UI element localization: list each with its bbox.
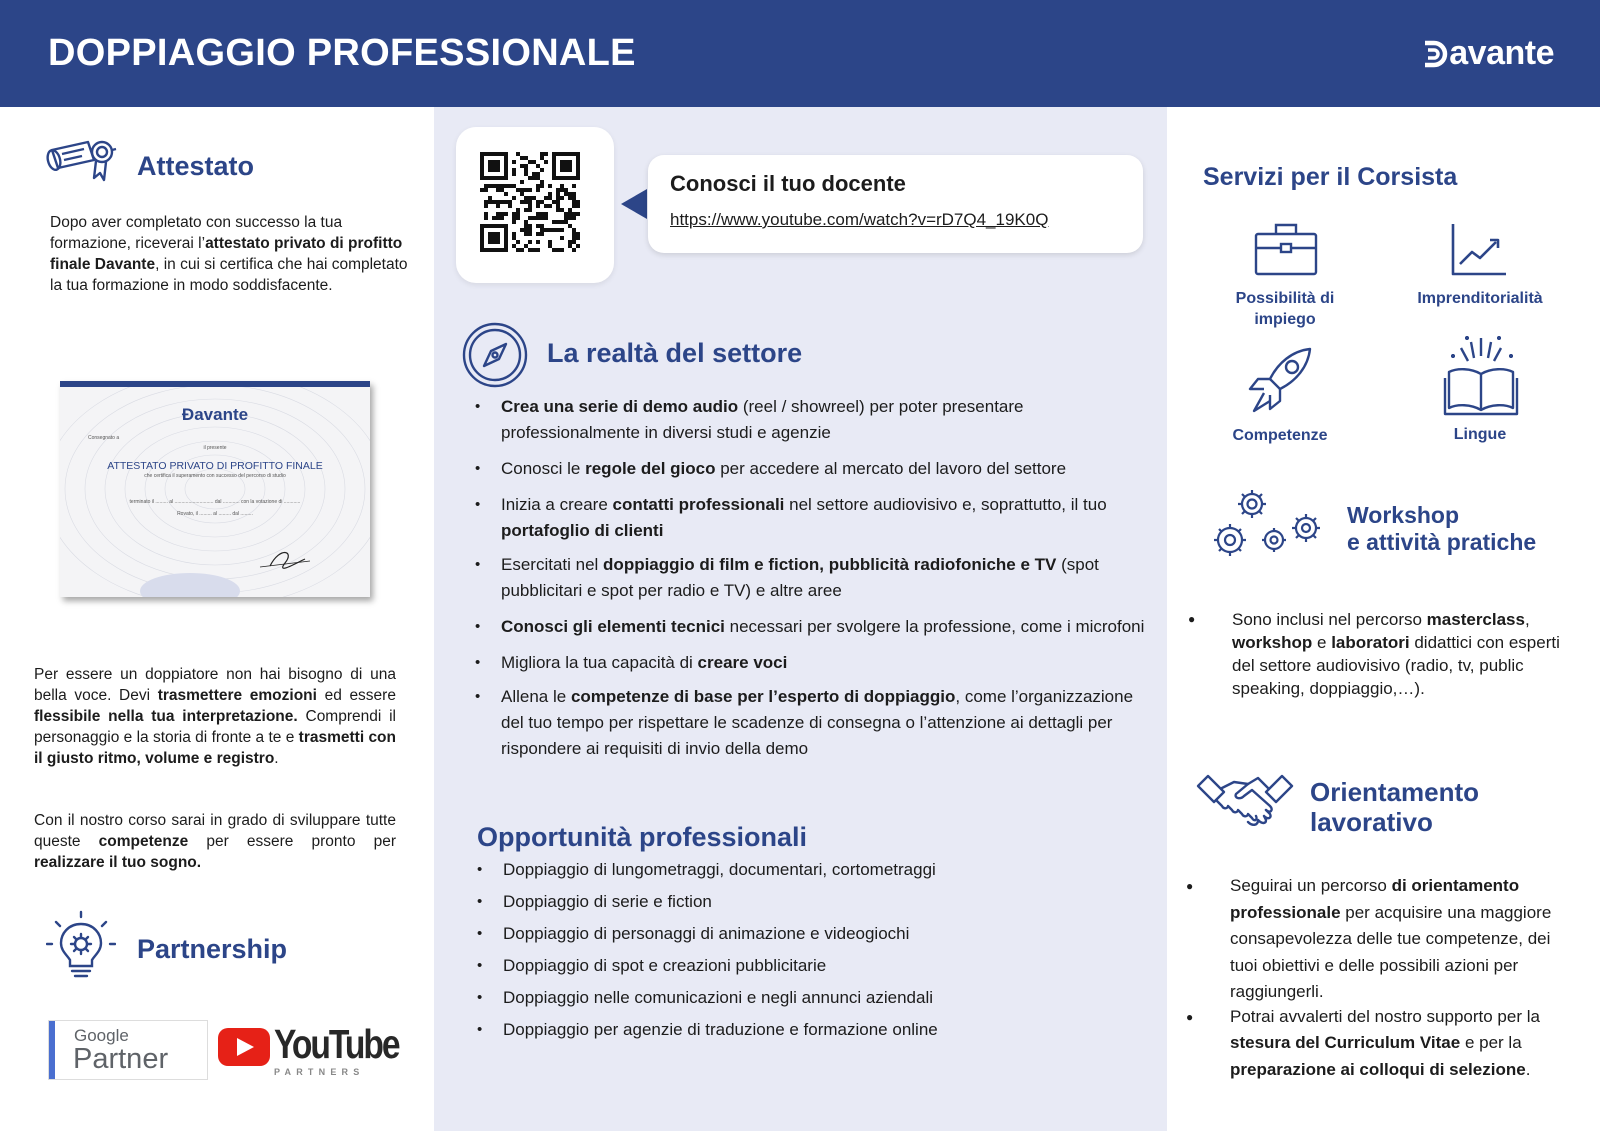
list-item: • Migliora la tua capacità di creare voci (475, 650, 1145, 676)
attestato-title: Attestato (137, 151, 255, 181)
services-title: Servizi per il Corsista (1203, 163, 1458, 191)
certificate-top-bar (60, 381, 370, 387)
header-bar (0, 0, 1600, 107)
reality-title: La realtà del settore (547, 338, 803, 368)
service-languages: Lingue (1453, 426, 1507, 443)
google-partner-bar (49, 1021, 55, 1079)
youtube-word: YouTube (274, 1021, 399, 1067)
opportunities-title: Opportunità professionali (477, 822, 808, 852)
list-item: ● Seguirai un percorso di orientamento professionale per acquisire una maggiore consapevolezza delle tue competenze, dei tuoi obiettivi e delle possibili azioni per raggiungerli. (1186, 873, 1561, 1006)
google-word: Google (74, 1026, 129, 1045)
service-employment: Possibilità di impiego (1235, 290, 1335, 328)
list-item: ● Potrai avvalerti del nostro supporto per la stesura del Curriculum Vitae e per la preparazione ai colloqui di selezione. (1186, 1004, 1561, 1084)
list-item: • Doppiaggio di serie e fiction (477, 892, 1137, 924)
certificate-logo: Ɖavante (181, 405, 249, 424)
certificate-line-3: che certifica il superamento con successo del percorso di studio (144, 473, 286, 479)
certificate-line-2: il presente (203, 445, 227, 451)
gears-icon (1210, 486, 1322, 562)
certificate-line-5: Rovato, il ......... al ......... dal ......... (177, 511, 253, 517)
certificate-line-4: terminato il ......... al ............................ dal ............ con la votazione di ............ (129, 499, 301, 505)
list-item: • Conosci gli elementi tecnici necessari per svolgere la professione, come i microfoni (475, 614, 1145, 640)
list-item: • Doppiaggio nelle comunicazioni e negli annunci aziendali (477, 988, 1137, 1020)
attestato-description: Dopo aver completato con successo la tua formazione, riceverai l’attestato privato di profitto finale Davante, in cui si certifica che hai completato la tua formazione in modo soddisfacente. (50, 214, 408, 294)
orientamento-title: Orientamento lavorativo (1310, 777, 1480, 837)
teacher-video-link[interactable]: https://www.youtube.com/watch?v=rD7Q4_19K0Q (670, 210, 1049, 229)
growth-chart-icon (1450, 222, 1508, 278)
davante-logo (1422, 34, 1554, 73)
pointer-arrow-icon (621, 189, 647, 219)
partnership-title: Partnership (137, 934, 288, 964)
brand-name: avante (1449, 34, 1554, 72)
compass-icon (462, 322, 528, 388)
qr-code-icon[interactable] (480, 152, 586, 252)
page-title: DOPPIAGGIO PROFESSIONALE (48, 32, 636, 74)
google-partner-badge (48, 1020, 208, 1080)
list-item: • Doppiaggio di lungometraggi, documentari, cortometraggi (477, 860, 1137, 892)
workshop-list (1188, 608, 1568, 700)
briefcase-icon (1254, 222, 1318, 276)
workshop-title: Workshop e attività pratiche (1347, 502, 1537, 555)
rocket-icon (1246, 345, 1316, 417)
list-item: • Doppiaggio di spot e creazioni pubblicitarie (477, 956, 1137, 988)
opportunities-list (477, 860, 1137, 1052)
davante-d-icon (1422, 39, 1448, 69)
teacher-title: Conosci il tuo docente (670, 171, 906, 196)
open-book-icon (1441, 334, 1521, 416)
certificate-title: ATTESTATO PRIVATO DI PROFITTO FINALE (107, 460, 323, 472)
certificate-preview (60, 381, 370, 597)
diploma-icon (44, 136, 120, 186)
youtube-play-icon (218, 1028, 270, 1066)
voice-paragraph: Per essere un doppiatore non hai bisogno di una bella voce. Devi trasmettere emozioni ed essere flessibile nella tua interpretazione. Comprendi il personaggio e la storia di fronte a te e trasmetti con il giusto ritmo, volume e registro. (34, 666, 396, 767)
youtube-partners-word: PARTNERS (274, 1067, 365, 1077)
course-paragraph: Con il nostro corso sarai in grado di sviluppare tutte queste competenze per essere pronto per realizzare il tuo sogno. (34, 812, 396, 871)
partner-word: Partner (73, 1043, 169, 1075)
certificate-line-1: Consegnato a (88, 435, 120, 441)
partner-logos (48, 1020, 399, 1082)
orientamento-list (1186, 873, 1561, 1083)
list-item: • Doppiaggio per agenzie di traduzione e formazione online (477, 1020, 1137, 1052)
list-item: • Esercitati nel doppiaggio di film e fiction, pubblicità radiofoniche e TV (spot pubblicitari e spot per radio e TV) e altre aree (475, 552, 1145, 604)
list-item: • Crea una serie di demo audio (reel / showreel) per poter presentare professionalmente in diversi studi e agenzie (475, 394, 1145, 446)
list-item: ● Sono inclusi nel percorso masterclass, workshop e laboratori didattici con esperti del settore audiovisivo (radio, tv, public speaking, doppiaggio,…). (1188, 608, 1568, 700)
teacher-card (648, 155, 1143, 253)
service-skills: Competenze (1232, 427, 1328, 444)
list-item: • Doppiaggio di personaggi di animazione e videogiochi (477, 924, 1137, 956)
lightbulb-gear-icon (46, 910, 116, 982)
qr-card (456, 127, 614, 283)
handshake-icon (1196, 770, 1294, 832)
list-item: • Allena le competenze di base per l’esperto di doppiaggio, come l’organizzazione del tuo tempo per rispettare le scadenze di consegna o l’attenzione ai dettagli per rispondere ai requisiti di invio della demo (475, 684, 1145, 762)
service-entrepreneurship: Imprenditorialità (1417, 290, 1543, 307)
list-item: • Conosci le regole del gioco per accedere al mercato del lavoro del settore (475, 456, 1145, 482)
reality-list (475, 394, 1145, 762)
list-item: • Inizia a creare contatti professionali nel settore audiovisivo e, soprattutto, il tuo portafoglio di clienti (475, 492, 1145, 544)
